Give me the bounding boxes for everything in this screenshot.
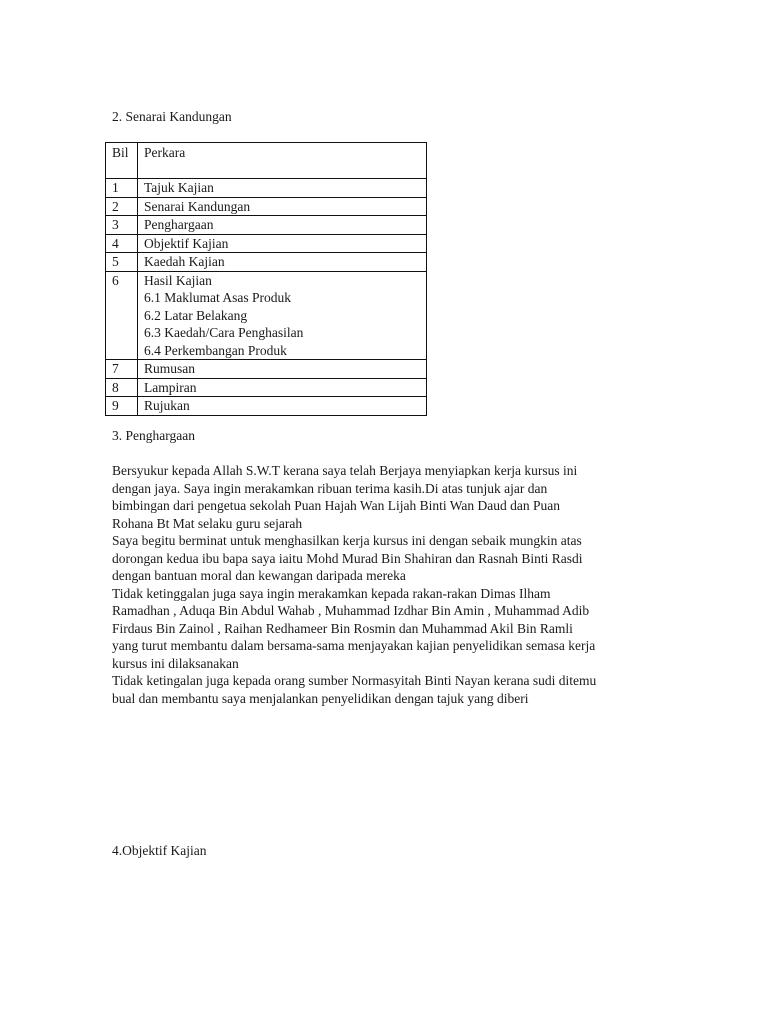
text-line: Rohana Bt Mat selaku guru sejarah [112, 515, 303, 531]
section-heading-penghargaan: 3. Penghargaan [112, 428, 195, 443]
table-row [106, 253, 427, 272]
row-item: Tajuk Kajian [138, 179, 427, 198]
row-item: Rujukan [138, 397, 427, 416]
row-item: Senarai Kandungan [138, 197, 427, 216]
table-row [106, 360, 427, 379]
row-number: 3 [106, 216, 138, 235]
header-cell-perkara: Perkara [138, 143, 427, 179]
table-row [106, 378, 427, 397]
section-heading-objektif: 4.Objektif Kajian [112, 843, 207, 858]
row-number: 9 [106, 397, 138, 416]
row-item: Objektif Kajian [138, 234, 427, 253]
table-row [106, 216, 427, 235]
text-line: Ramadhan , Aduqa Bin Abdul Wahab , Muhammad Izdhar Bin Amin , Muhammad Adib [112, 603, 590, 618]
text-line: Tidak ketingalan juga kepada orang sumber Normasyitah Binti Nayan kerana sudi ditemu [112, 673, 597, 688]
row-item: Rumusan [138, 360, 427, 379]
row-number: 6 [106, 271, 138, 360]
row-number: 7 [106, 360, 138, 379]
text-line: yang turut membantu dalam bersama-sama menjayakan kajian penyelidikan semasa kerja [112, 638, 596, 653]
row-subitem: 6.2 Latar Belakang [144, 307, 248, 323]
text-line: Saya begitu berminat untuk menghasilkan kerja kursus ini dengan sebaik mungkin atas [112, 533, 582, 548]
text-line: Bersyukur kepada Allah S.W.T kerana saya telah Berjaya menyiapkan kerja kursus ini [112, 463, 578, 478]
text-line: bual dan membantu saya menjalankan penyelidikan dengan tajuk yang diberi [112, 690, 529, 706]
table-row [106, 397, 427, 416]
row-item-title: Hasil Kajian [144, 272, 212, 288]
table-row [106, 179, 427, 198]
text-line: Tidak ketinggalan juga saya ingin merakamkan kepada rakan-rakan Dimas Ilham [112, 585, 551, 601]
row-item: Lampiran [138, 378, 427, 397]
row-item [138, 271, 427, 360]
text-line: Firdaus Bin Zainol , Raihan Redhameer Bin Rosmin dan Muhammad Akil Bin Ramli [112, 620, 573, 636]
contents-table [105, 142, 427, 416]
text-line: dengan jaya. Saya ingin merakamkan ribuan terima kasih.Di atas tunjuk ajar dan [112, 480, 548, 496]
row-number: 4 [106, 234, 138, 253]
row-number: 1 [106, 179, 138, 198]
header-cell-bil: Bil [106, 143, 138, 179]
section-heading-toc: 2. Senarai Kandungan [112, 109, 232, 124]
row-number: 8 [106, 378, 138, 397]
text-line: kursus ini dilaksanakan [112, 655, 239, 671]
row-subitem: 6.1 Maklumat Asas Produk [144, 290, 291, 305]
row-item: Penghargaan [138, 216, 427, 235]
table-row [106, 271, 427, 360]
table-row [106, 234, 427, 253]
text-line: dorongan kedua ibu bapa saya iaitu Mohd Murad Bin Shahiran dan Rasnah Binti Rasdi [112, 550, 583, 566]
row-subitem: 6.4 Perkembangan Produk [144, 342, 287, 358]
row-subitem: 6.3 Kaedah/Cara Penghasilan [144, 325, 304, 340]
text-line: bimbingan dari pengetua sekolah Puan Hajah Wan Lijah Binti Wan Daud dan Puan [112, 498, 560, 513]
row-item: Kaedah Kajian [138, 253, 427, 272]
row-number: 5 [106, 253, 138, 272]
acknowledgement-text [112, 462, 662, 707]
table-row [106, 197, 427, 216]
table-header-row [106, 143, 427, 179]
text-line: dengan bantuan moral dan kewangan daripada mereka [112, 568, 406, 583]
row-number: 2 [106, 197, 138, 216]
